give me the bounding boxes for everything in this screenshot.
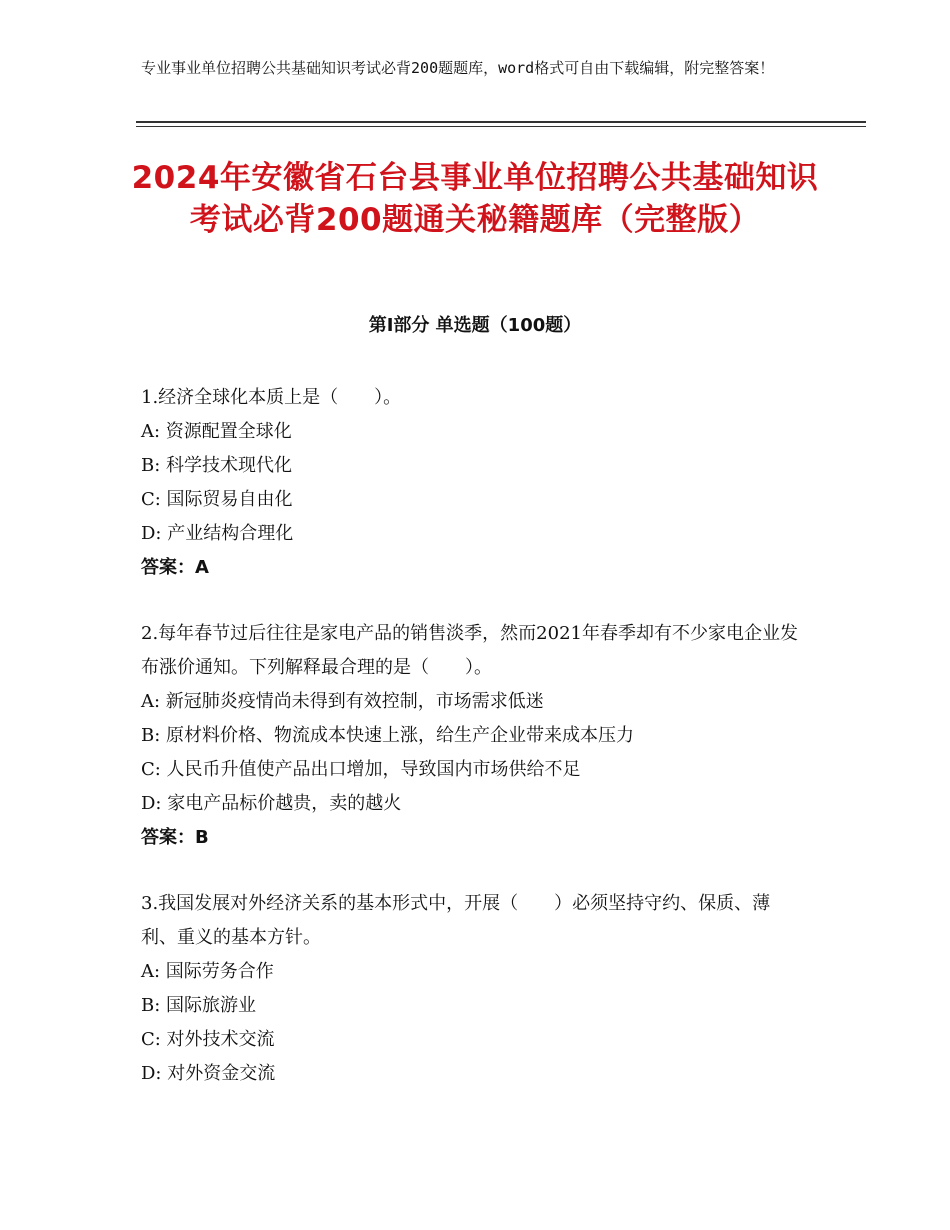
option-d: D: 产业结构合理化 [141, 523, 294, 544]
option-a: A: 新冠肺炎疫情尚未得到有效控制，市场需求低迷 [141, 691, 544, 712]
option-d: D: 家电产品标价越贵，卖的越火 [141, 793, 402, 814]
question-stem: 3.我国发展对外经济关系的基本形式中，开展（ ）必须坚持守约、保质、薄利、重义的基本方针。 [141, 893, 771, 948]
option-b: B: 国际旅游业 [141, 995, 257, 1016]
section-heading: 第Ⅰ部分 单选题（100题） [368, 315, 582, 336]
question-stem: 2.每年春节过后往往是家电产品的销售淡季，然而2021年春季却有不少家电企业发布涨价通知。下列解释最合理的是（ ）。 [141, 623, 798, 678]
answer: 答案：B [141, 827, 209, 848]
option-b: B: 科学技术现代化 [141, 455, 293, 476]
option-a: A: 资源配置全球化 [141, 421, 292, 442]
option-c: C: 对外技术交流 [141, 1029, 275, 1050]
option-d: D: 对外资金交流 [141, 1063, 276, 1084]
question-list [141, 381, 801, 1123]
question-item [141, 381, 801, 585]
header-divider-thick [136, 121, 866, 123]
answer: 答案：A [141, 557, 209, 578]
option-b: B: 原材料价格、物流成本快速上涨，给生产企业带来成本压力 [141, 725, 635, 746]
option-c: C: 国际贸易自由化 [141, 489, 293, 510]
header-note: 专业事业单位招聘公共基础知识考试必背200题题库，word格式可自由下载编辑，附完整答案！ [141, 59, 775, 77]
document-title: 2024年安徽省石台县事业单位招聘公共基础知识考试必背200题通关秘籍题库（完整版） [131, 160, 819, 238]
question-stem: 1.经济全球化本质上是（ ）。 [141, 387, 402, 408]
question-item [141, 617, 801, 855]
option-c: C: 人民币升值使产品出口增加，导致国内市场供给不足 [141, 759, 581, 780]
header-divider-thin [136, 126, 866, 127]
option-a: A: 国际劳务合作 [141, 961, 274, 982]
question-item [141, 887, 801, 1091]
